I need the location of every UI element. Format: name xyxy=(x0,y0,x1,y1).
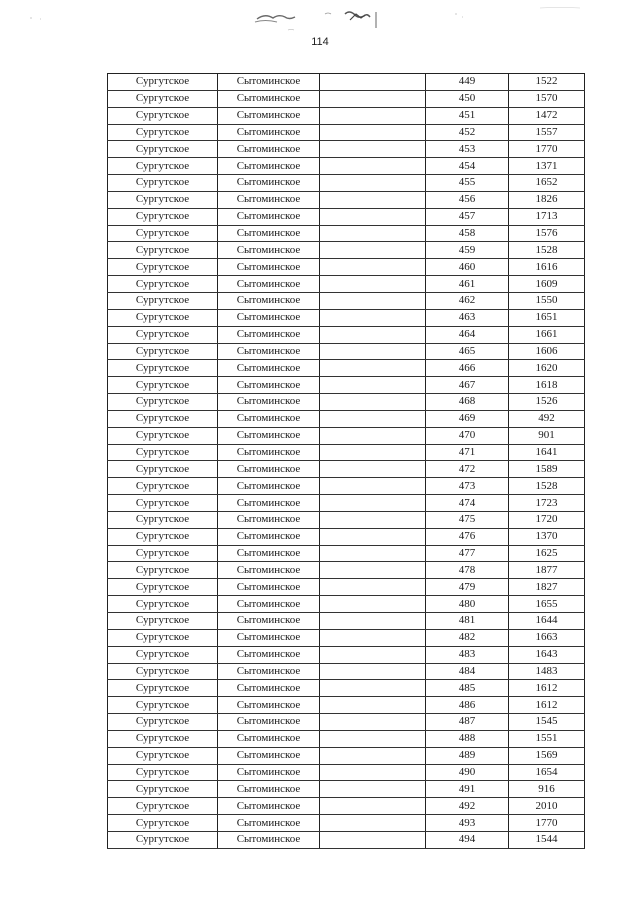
cell-field: Сургутское xyxy=(108,242,218,259)
cell-field: Сургутское xyxy=(108,815,218,832)
cell-note xyxy=(320,343,426,360)
cell-area: Сытоминское xyxy=(218,478,320,495)
cell-number: 485 xyxy=(426,680,509,697)
cell-field: Сургутское xyxy=(108,831,218,848)
cell-note xyxy=(320,495,426,512)
cell-area: Сытоминское xyxy=(218,191,320,208)
cell-value: 1526 xyxy=(509,394,585,411)
cell-note xyxy=(320,444,426,461)
cell-value: 492 xyxy=(509,410,585,427)
cell-area: Сытоминское xyxy=(218,90,320,107)
table-row xyxy=(108,90,585,107)
cell-area: Сытоминское xyxy=(218,663,320,680)
cell-value: 1606 xyxy=(509,343,585,360)
cell-field: Сургутское xyxy=(108,394,218,411)
cell-area: Сытоминское xyxy=(218,697,320,714)
cell-value: 1544 xyxy=(509,831,585,848)
cell-field: Сургутское xyxy=(108,478,218,495)
cell-note xyxy=(320,511,426,528)
cell-area: Сытоминское xyxy=(218,225,320,242)
table-row xyxy=(108,394,585,411)
cell-field: Сургутское xyxy=(108,427,218,444)
cell-number: 451 xyxy=(426,107,509,124)
cell-number: 456 xyxy=(426,191,509,208)
table-row xyxy=(108,444,585,461)
cell-field: Сургутское xyxy=(108,141,218,158)
cell-note xyxy=(320,175,426,192)
cell-field: Сургутское xyxy=(108,596,218,613)
cell-value: 1654 xyxy=(509,764,585,781)
cell-field: Сургутское xyxy=(108,562,218,579)
table-row xyxy=(108,175,585,192)
cell-note xyxy=(320,697,426,714)
cell-field: Сургутское xyxy=(108,410,218,427)
table-row xyxy=(108,646,585,663)
table-row xyxy=(108,831,585,848)
cell-area: Сытоминское xyxy=(218,242,320,259)
cell-value: 1827 xyxy=(509,579,585,596)
cell-value: 1370 xyxy=(509,528,585,545)
cell-field: Сургутское xyxy=(108,225,218,242)
cell-number: 458 xyxy=(426,225,509,242)
cell-value: 1589 xyxy=(509,461,585,478)
cell-value: 1720 xyxy=(509,511,585,528)
cell-number: 450 xyxy=(426,90,509,107)
scan-noise-marks xyxy=(0,4,640,34)
cell-note xyxy=(320,427,426,444)
cell-number: 479 xyxy=(426,579,509,596)
cell-value: 1472 xyxy=(509,107,585,124)
cell-area: Сытоминское xyxy=(218,326,320,343)
cell-area: Сытоминское xyxy=(218,781,320,798)
cell-field: Сургутское xyxy=(108,730,218,747)
cell-field: Сургутское xyxy=(108,680,218,697)
cell-note xyxy=(320,613,426,630)
table-row xyxy=(108,613,585,630)
cell-area: Сытоминское xyxy=(218,747,320,764)
table-row xyxy=(108,461,585,478)
cell-note xyxy=(320,478,426,495)
cell-note xyxy=(320,815,426,832)
cell-note xyxy=(320,831,426,848)
table-row xyxy=(108,427,585,444)
cell-field: Сургутское xyxy=(108,646,218,663)
cell-field: Сургутское xyxy=(108,74,218,91)
cell-note xyxy=(320,764,426,781)
table-row xyxy=(108,326,585,343)
cell-value: 1826 xyxy=(509,191,585,208)
cell-note xyxy=(320,629,426,646)
cell-note xyxy=(320,208,426,225)
cell-number: 493 xyxy=(426,815,509,832)
cell-number: 470 xyxy=(426,427,509,444)
cell-number: 461 xyxy=(426,276,509,293)
cell-area: Сытоминское xyxy=(218,596,320,613)
table-row xyxy=(108,107,585,124)
cell-note xyxy=(320,714,426,731)
cell-field: Сургутское xyxy=(108,511,218,528)
cell-note xyxy=(320,781,426,798)
cell-note xyxy=(320,242,426,259)
cell-number: 466 xyxy=(426,360,509,377)
cell-area: Сытоминское xyxy=(218,613,320,630)
cell-field: Сургутское xyxy=(108,579,218,596)
cell-note xyxy=(320,124,426,141)
cell-number: 467 xyxy=(426,377,509,394)
cell-value: 1551 xyxy=(509,730,585,747)
cell-value: 1625 xyxy=(509,545,585,562)
cell-note xyxy=(320,292,426,309)
cell-note xyxy=(320,191,426,208)
cell-area: Сытоминское xyxy=(218,427,320,444)
cell-value: 1652 xyxy=(509,175,585,192)
cell-field: Сургутское xyxy=(108,714,218,731)
table-row xyxy=(108,410,585,427)
cell-value: 2010 xyxy=(509,798,585,815)
cell-field: Сургутское xyxy=(108,343,218,360)
table-row xyxy=(108,191,585,208)
cell-number: 463 xyxy=(426,309,509,326)
cell-value: 1877 xyxy=(509,562,585,579)
cell-field: Сургутское xyxy=(108,158,218,175)
cell-value: 1723 xyxy=(509,495,585,512)
cell-note xyxy=(320,158,426,175)
cell-number: 474 xyxy=(426,495,509,512)
cell-number: 492 xyxy=(426,798,509,815)
cell-field: Сургутское xyxy=(108,798,218,815)
cell-field: Сургутское xyxy=(108,377,218,394)
table-row xyxy=(108,680,585,697)
cell-area: Сытоминское xyxy=(218,107,320,124)
cell-area: Сытоминское xyxy=(218,394,320,411)
cell-field: Сургутское xyxy=(108,764,218,781)
cell-number: 490 xyxy=(426,764,509,781)
cell-note xyxy=(320,410,426,427)
cell-field: Сургутское xyxy=(108,697,218,714)
cell-area: Сытоминское xyxy=(218,562,320,579)
cell-value: 1483 xyxy=(509,663,585,680)
table-row xyxy=(108,158,585,175)
cell-number: 491 xyxy=(426,781,509,798)
table-row xyxy=(108,292,585,309)
cell-field: Сургутское xyxy=(108,781,218,798)
data-table xyxy=(107,73,585,849)
cell-field: Сургутское xyxy=(108,90,218,107)
cell-area: Сытоминское xyxy=(218,141,320,158)
cell-value: 1620 xyxy=(509,360,585,377)
cell-number: 489 xyxy=(426,747,509,764)
cell-area: Сытоминское xyxy=(218,495,320,512)
cell-value: 1651 xyxy=(509,309,585,326)
cell-number: 460 xyxy=(426,259,509,276)
cell-note xyxy=(320,107,426,124)
cell-area: Сытоминское xyxy=(218,545,320,562)
cell-area: Сытоминское xyxy=(218,646,320,663)
cell-number: 477 xyxy=(426,545,509,562)
cell-area: Сытоминское xyxy=(218,292,320,309)
cell-note xyxy=(320,461,426,478)
cell-number: 482 xyxy=(426,629,509,646)
cell-area: Сытоминское xyxy=(218,629,320,646)
cell-note xyxy=(320,141,426,158)
cell-note xyxy=(320,680,426,697)
cell-value: 1528 xyxy=(509,478,585,495)
cell-field: Сургутское xyxy=(108,191,218,208)
cell-area: Сытоминское xyxy=(218,158,320,175)
cell-area: Сытоминское xyxy=(218,74,320,91)
table-row xyxy=(108,141,585,158)
cell-number: 471 xyxy=(426,444,509,461)
cell-note xyxy=(320,377,426,394)
table-body xyxy=(108,74,585,849)
table-row xyxy=(108,562,585,579)
cell-number: 472 xyxy=(426,461,509,478)
cell-number: 455 xyxy=(426,175,509,192)
cell-note xyxy=(320,579,426,596)
cell-number: 449 xyxy=(426,74,509,91)
cell-field: Сургутское xyxy=(108,107,218,124)
cell-value: 1713 xyxy=(509,208,585,225)
table-row xyxy=(108,747,585,764)
cell-area: Сытоминское xyxy=(218,461,320,478)
cell-note xyxy=(320,798,426,815)
cell-value: 1522 xyxy=(509,74,585,91)
cell-area: Сытоминское xyxy=(218,444,320,461)
cell-field: Сургутское xyxy=(108,208,218,225)
cell-field: Сургутское xyxy=(108,528,218,545)
cell-number: 487 xyxy=(426,714,509,731)
cell-note xyxy=(320,90,426,107)
table-row xyxy=(108,309,585,326)
cell-value: 1570 xyxy=(509,90,585,107)
table-row xyxy=(108,208,585,225)
cell-note xyxy=(320,562,426,579)
cell-note xyxy=(320,326,426,343)
table-row xyxy=(108,225,585,242)
cell-number: 457 xyxy=(426,208,509,225)
table-row xyxy=(108,343,585,360)
cell-note xyxy=(320,225,426,242)
cell-area: Сытоминское xyxy=(218,511,320,528)
cell-field: Сургутское xyxy=(108,326,218,343)
cell-area: Сытоминское xyxy=(218,377,320,394)
table-row xyxy=(108,714,585,731)
cell-area: Сытоминское xyxy=(218,259,320,276)
cell-field: Сургутское xyxy=(108,629,218,646)
cell-number: 465 xyxy=(426,343,509,360)
table-row xyxy=(108,360,585,377)
cell-note xyxy=(320,528,426,545)
cell-field: Сургутское xyxy=(108,444,218,461)
cell-value: 1663 xyxy=(509,629,585,646)
cell-number: 473 xyxy=(426,478,509,495)
cell-area: Сытоминское xyxy=(218,208,320,225)
cell-number: 464 xyxy=(426,326,509,343)
table-row xyxy=(108,663,585,680)
table-row xyxy=(108,74,585,91)
table-row xyxy=(108,697,585,714)
cell-value: 1609 xyxy=(509,276,585,293)
cell-area: Сытоминское xyxy=(218,410,320,427)
cell-note xyxy=(320,74,426,91)
cell-value: 1618 xyxy=(509,377,585,394)
cell-field: Сургутское xyxy=(108,259,218,276)
cell-note xyxy=(320,596,426,613)
table-row xyxy=(108,545,585,562)
cell-number: 462 xyxy=(426,292,509,309)
cell-note xyxy=(320,309,426,326)
cell-value: 1770 xyxy=(509,141,585,158)
cell-value: 1528 xyxy=(509,242,585,259)
cell-field: Сургутское xyxy=(108,309,218,326)
cell-value: 1661 xyxy=(509,326,585,343)
cell-number: 488 xyxy=(426,730,509,747)
page-number: 114 xyxy=(311,36,329,48)
cell-field: Сургутское xyxy=(108,461,218,478)
cell-field: Сургутское xyxy=(108,124,218,141)
cell-number: 480 xyxy=(426,596,509,613)
cell-field: Сургутское xyxy=(108,360,218,377)
table-row xyxy=(108,276,585,293)
cell-value: 1612 xyxy=(509,680,585,697)
cell-note xyxy=(320,747,426,764)
cell-value: 1557 xyxy=(509,124,585,141)
cell-number: 478 xyxy=(426,562,509,579)
cell-value: 1612 xyxy=(509,697,585,714)
table-row xyxy=(108,730,585,747)
cell-field: Сургутское xyxy=(108,276,218,293)
cell-field: Сургутское xyxy=(108,292,218,309)
cell-value: 1770 xyxy=(509,815,585,832)
cell-area: Сытоминское xyxy=(218,343,320,360)
cell-area: Сытоминское xyxy=(218,680,320,697)
table-row xyxy=(108,242,585,259)
cell-value: 1643 xyxy=(509,646,585,663)
table-row xyxy=(108,259,585,276)
cell-note xyxy=(320,545,426,562)
table-row xyxy=(108,798,585,815)
table-row xyxy=(108,528,585,545)
table-row xyxy=(108,781,585,798)
cell-number: 494 xyxy=(426,831,509,848)
cell-number: 481 xyxy=(426,613,509,630)
cell-field: Сургутское xyxy=(108,747,218,764)
cell-number: 469 xyxy=(426,410,509,427)
cell-value: 916 xyxy=(509,781,585,798)
cell-value: 1576 xyxy=(509,225,585,242)
table-row xyxy=(108,815,585,832)
cell-value: 1569 xyxy=(509,747,585,764)
cell-value: 1655 xyxy=(509,596,585,613)
cell-number: 453 xyxy=(426,141,509,158)
cell-field: Сургутское xyxy=(108,545,218,562)
cell-area: Сытоминское xyxy=(218,360,320,377)
cell-area: Сытоминское xyxy=(218,798,320,815)
cell-number: 483 xyxy=(426,646,509,663)
table-row xyxy=(108,511,585,528)
cell-number: 475 xyxy=(426,511,509,528)
cell-value: 901 xyxy=(509,427,585,444)
cell-number: 476 xyxy=(426,528,509,545)
cell-value: 1545 xyxy=(509,714,585,731)
cell-value: 1371 xyxy=(509,158,585,175)
cell-area: Сытоминское xyxy=(218,175,320,192)
cell-area: Сытоминское xyxy=(218,764,320,781)
cell-value: 1550 xyxy=(509,292,585,309)
cell-field: Сургутское xyxy=(108,663,218,680)
cell-area: Сытоминское xyxy=(218,714,320,731)
cell-value: 1616 xyxy=(509,259,585,276)
cell-area: Сытоминское xyxy=(218,831,320,848)
cell-area: Сытоминское xyxy=(218,815,320,832)
cell-note xyxy=(320,259,426,276)
cell-note xyxy=(320,646,426,663)
cell-field: Сургутское xyxy=(108,613,218,630)
cell-note xyxy=(320,730,426,747)
cell-number: 468 xyxy=(426,394,509,411)
cell-number: 486 xyxy=(426,697,509,714)
table-row xyxy=(108,124,585,141)
table-row xyxy=(108,377,585,394)
cell-area: Сытоминское xyxy=(218,579,320,596)
cell-area: Сытоминское xyxy=(218,124,320,141)
cell-value: 1644 xyxy=(509,613,585,630)
cell-number: 454 xyxy=(426,158,509,175)
cell-value: 1641 xyxy=(509,444,585,461)
table-row xyxy=(108,629,585,646)
cell-note xyxy=(320,663,426,680)
table-row xyxy=(108,495,585,512)
cell-field: Сургутское xyxy=(108,175,218,192)
cell-note xyxy=(320,360,426,377)
cell-note xyxy=(320,394,426,411)
table-row xyxy=(108,596,585,613)
cell-note xyxy=(320,276,426,293)
cell-area: Сытоминское xyxy=(218,309,320,326)
table-row xyxy=(108,478,585,495)
cell-area: Сытоминское xyxy=(218,528,320,545)
cell-area: Сытоминское xyxy=(218,276,320,293)
table-row xyxy=(108,579,585,596)
cell-field: Сургутское xyxy=(108,495,218,512)
cell-area: Сытоминское xyxy=(218,730,320,747)
cell-number: 484 xyxy=(426,663,509,680)
table-row xyxy=(108,764,585,781)
cell-number: 459 xyxy=(426,242,509,259)
cell-number: 452 xyxy=(426,124,509,141)
